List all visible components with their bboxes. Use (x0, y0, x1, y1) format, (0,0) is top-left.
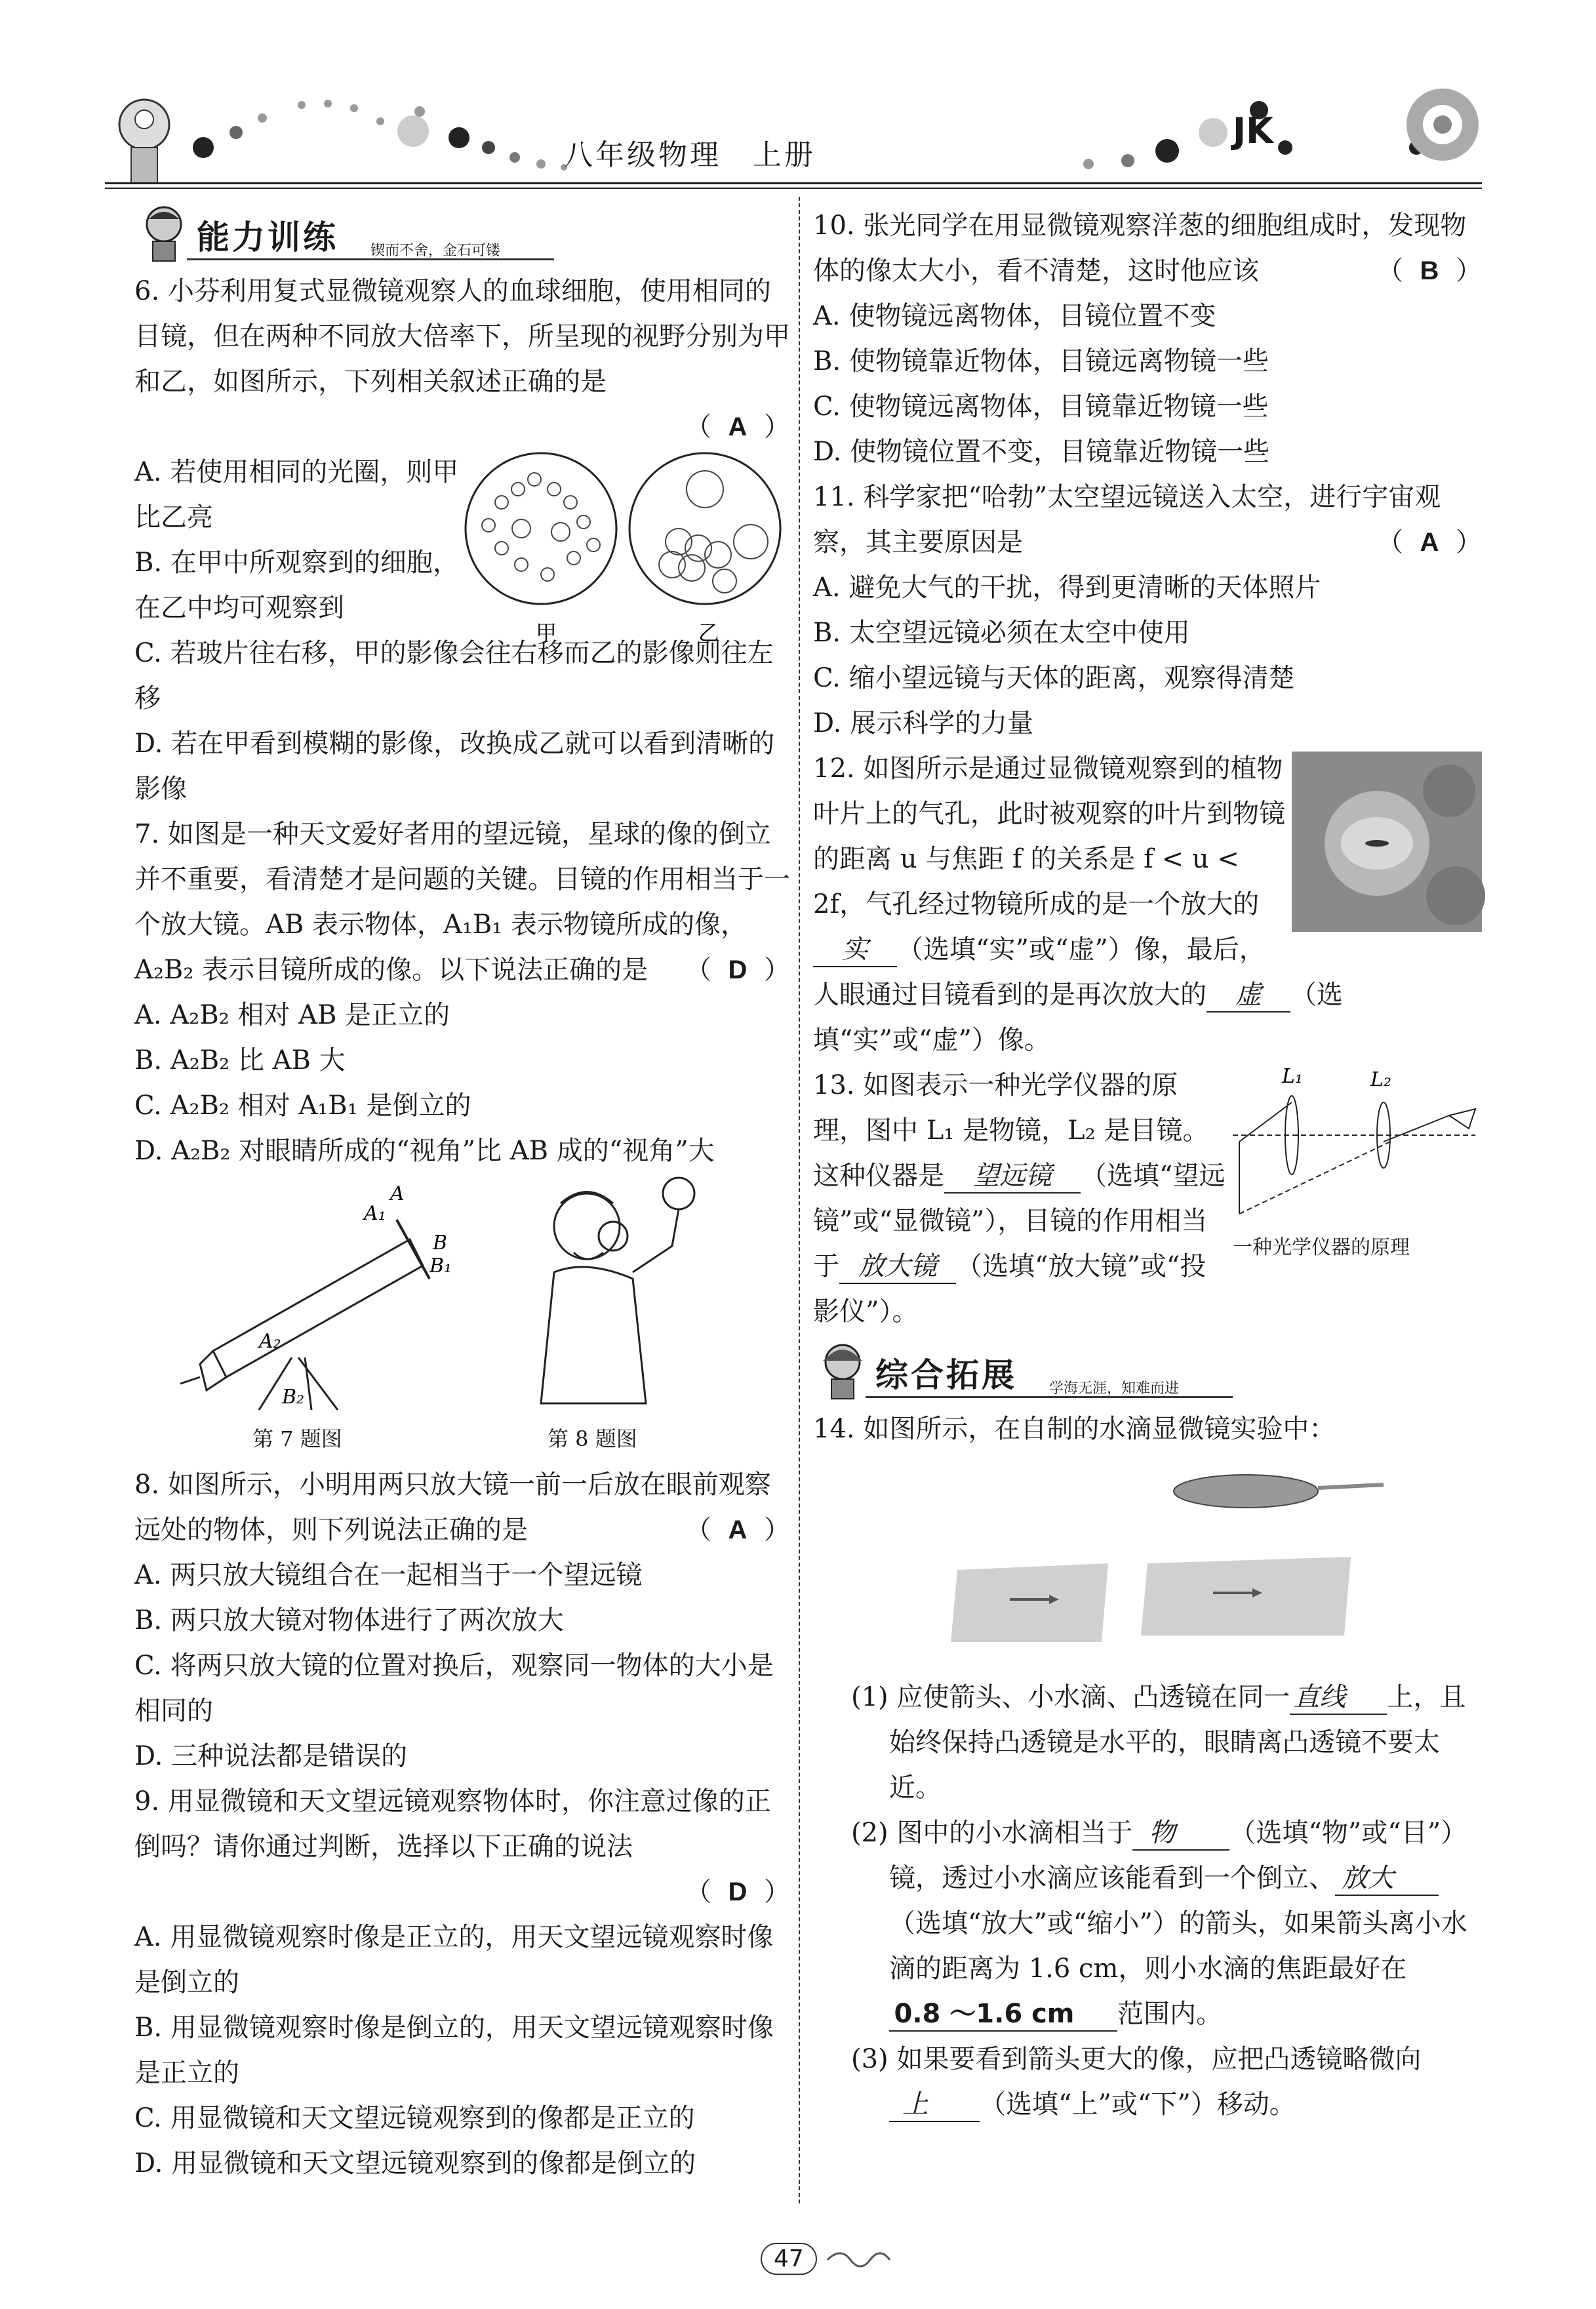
q7-stem: 7. 如图是一种天文爱好者用的望远镜，星球的像的倒立并不重要，看清楚才是问题的关键。目镜的作用相当于一个放大镜。AB 表示物体，A₁B₁ 表示物镜所成的像，A₂B₂ 表示目镜所成的像。以下说法正确的是 (134, 819, 790, 985)
section-subtitle: 学海无涯，知难而进 (1049, 1380, 1180, 1397)
q6-answer: A (728, 412, 748, 441)
q6-option-b: B. 在甲中所观察到的细胞，在乙中均可观察到 (134, 548, 459, 623)
header-edition: JK (1233, 110, 1273, 151)
section-rule (866, 1396, 1233, 1398)
q9-option-d: D. 用显微镜和天文望远镜观察到的像都是倒立的 (134, 2148, 696, 2178)
q12-stem-a: 12. 如图所示是通过显微镜观察到的植物叶片上的气孔，此时被观察的叶片到物镜的距离 u 与焦距 f 的关系是 f < u < 2f，气孔经过物镜所成的是一个放大的 (813, 753, 1285, 919)
q8-caption: 第 8 题图 (548, 1426, 637, 1451)
q14-part-2 (813, 1811, 1482, 2037)
q8-answer-line: （ A ） (134, 1508, 790, 1553)
section-subtitle: 锲而不舍，金石可镂 (370, 243, 501, 259)
q11-option-b: B. 太空望远镜必须在太空中使用 (813, 618, 1190, 648)
q14-p3-a: (3) 如果要看到箭头更大的像，应把凸透镜略微向 (851, 2044, 1422, 2074)
q7-option-c: C. A₂B₂ 相对 A₁B₁ 是倒立的 (134, 1091, 471, 1121)
q11-option-c: C. 缩小望远镜与天体的距离，观察得清楚 (813, 663, 1295, 693)
water-drop-microscope-figure (931, 1465, 1390, 1662)
q14-p3-b: （选填“上”或“下”）移动。 (980, 2089, 1296, 2119)
q13-label-l1: L₁ (1282, 1065, 1303, 1088)
boy-mascot-icon (134, 203, 193, 266)
boy-magnifier-figure (515, 1174, 725, 1410)
q9-answer-line: （ D ） (134, 1870, 790, 1915)
q14-blank-2: 物 (1132, 1817, 1229, 1851)
telescope-figure (174, 1180, 452, 1410)
q10-option-a: A. 使物镜远离物体，目镜位置不变 (813, 301, 1216, 331)
q7-caption: 第 7 题图 (252, 1426, 342, 1451)
fig7-label-b: B (433, 1232, 448, 1255)
q6-option-c: C. 若玻片往右移，甲的影像会往右移而乙的影像则往左移 (134, 638, 774, 713)
optical-instrument-diagram (1233, 1063, 1482, 1220)
q7-answer: D (728, 955, 748, 984)
q10-option-b: B. 使物镜靠近物体，目镜远离物镜一些 (813, 346, 1269, 376)
q7-q8-figures (134, 1174, 790, 1462)
q14-blank-5: 上 (889, 2088, 980, 2122)
q12-stem-c: （选填“实”或“虚”）像。 (813, 980, 1343, 1055)
q13-block (813, 1063, 1482, 1335)
q12-blank-1: 实 (813, 933, 897, 967)
q13-stem-c: （选填“放大镜”或“投影仪”）。 (813, 1251, 1207, 1327)
q6-answer-line: （ A ） (134, 405, 790, 450)
left-column (134, 203, 790, 2186)
q8-answer: A (728, 1516, 748, 1544)
q6-fig-label-yi: 乙 (698, 620, 720, 645)
q11-option-d: D. 展示科学的力量 (813, 708, 1034, 738)
q14-p2-d: 范围内。 (1117, 1999, 1222, 2029)
q8-option-d: D. 三种说法都是错误的 (134, 1741, 408, 1771)
swirl-ornament-icon (824, 2247, 903, 2273)
q6-options (134, 450, 774, 721)
header-rule (105, 182, 1482, 189)
page-number (761, 2243, 903, 2275)
q11-answer: A (1420, 528, 1439, 557)
q11-stem: 11. 科学家把“哈勃”太空望远镜送入太空，进行宇宙观察，其主要原因是 (813, 482, 1441, 557)
section-rule (187, 258, 554, 260)
fig7-label-a1: A₁ (364, 1202, 386, 1225)
q8-stem: 8. 如图所示，小明用两只放大镜一前一后放在眼前观察远处的物体，则下列说法正确的是 (134, 1470, 771, 1545)
column-divider (799, 197, 800, 2203)
q12-stem-b: （选填“实”或“虚”）像，最后，人眼通过目镜看到的是再次放大的 (813, 934, 1266, 1010)
q8-option-c: C. 将两只放大镜的位置对换后，观察同一物体的大小是相同的 (134, 1651, 774, 1726)
q14-part-1 (813, 1675, 1482, 1811)
q6-block (134, 450, 790, 721)
q9-option-c: C. 用显微镜和天文望远镜观察到的像都是正立的 (134, 2103, 695, 2133)
section-title: 综合拓展 (875, 1356, 1017, 1394)
q14-p2-a: (2) 图中的小水滴相当于 (851, 1818, 1133, 1848)
q7-option-d: D. A₂B₂ 对眼睛所成的“视角”比 AB 成的“视角”大 (134, 1136, 715, 1166)
q14-p2-b: （选填“物”或“目”）镜，透过小水滴应该能看到一个倒立、 (889, 1818, 1467, 1893)
q14-blank-3: 放大 (1335, 1862, 1439, 1896)
mascot-icon (813, 1341, 872, 1403)
q9-option-b: B. 用显微镜观察时像是倒立的，用天文望远镜观察时像是正立的 (134, 2013, 774, 2088)
q7-option-b: B. A₂B₂ 比 AB 大 (134, 1045, 346, 1075)
section-ability (134, 203, 790, 269)
fig7-label-a: A (390, 1182, 405, 1205)
page-number-text: 47 (761, 2243, 817, 2275)
q6-fig-label-jia: 甲 (536, 620, 557, 645)
header-title: 八年级物理 上册 (564, 138, 816, 172)
q14-stem: 14. 如图所示，在自制的水滴显微镜实验中： (813, 1414, 1336, 1444)
q9-stem: 9. 用显微镜和天文望远镜观察物体时，你注意过像的正倒吗？请你通过判断，选择以下正确的说法 (134, 1786, 771, 1862)
q6-option-d: D. 若在甲看到模糊的影像，改换成乙就可以看到清晰的影像 (134, 729, 775, 804)
q10-stem: 10. 张光同学在用显微镜观察洋葱的细胞组成时，发现物体的像太大小，看不清楚，这时他应该 (813, 211, 1467, 286)
q7-option-a: A. A₂B₂ 相对 AB 是正立的 (134, 1000, 450, 1030)
q13-figure (1233, 1063, 1482, 1261)
stoma-photo (1292, 752, 1482, 932)
q13-label-l2: L₂ (1370, 1068, 1391, 1091)
q8-option-b: B. 两只放大镜对物体进行了两次放大 (134, 1605, 564, 1636)
q13-blank-1: 望远镜 (944, 1159, 1081, 1194)
q9-option-a: A. 用显微镜观察时像是正立的，用天文望远镜观察时像是倒立的 (134, 1922, 774, 1998)
q6-figure (462, 450, 790, 647)
section-title: 能力训练 (197, 218, 338, 256)
q14-blank-4: 0.8 ～1.6 cm (889, 1998, 1117, 2032)
q7-answer-line: （ D ） (134, 948, 790, 993)
q6-option-a: A. 若使用相同的光圈，则甲比乙亮 (134, 457, 459, 532)
q9-answer: D (728, 1877, 748, 1906)
q14-blank-1: 直线 (1290, 1681, 1387, 1715)
q11-answer-line: （ A ） (813, 520, 1482, 565)
q13-stem-b: （选填“望远镜”或“显微镜”），目镜的作用相当于 (813, 1161, 1226, 1281)
right-column (813, 203, 1482, 2127)
q12-blank-2: 虚 (1207, 978, 1290, 1013)
q13-blank-2: 放大镜 (839, 1250, 956, 1284)
fig7-label-a2: A₂ (259, 1330, 281, 1353)
q14-p1-b: 上，且始终保持凸透镜是水平的，眼睛离凸透镜不要太近。 (889, 1682, 1466, 1803)
q10-answer-line: （ B ） (813, 249, 1482, 294)
q11-option-a: A. 避免大气的干扰，得到更清晰的天体照片 (813, 572, 1321, 603)
q13-figure-caption: 一种光学仪器的原理 (1233, 1236, 1410, 1259)
q12-block (813, 746, 1482, 1063)
q14-p1-a: (1) 应使箭头、小水滴、凸透镜在同一 (851, 1682, 1290, 1712)
q10-option-d: D. 使物镜位置不变，目镜靠近物镜一些 (813, 437, 1270, 467)
q8-option-a: A. 两只放大镜组合在一起相当于一个望远镜 (134, 1560, 643, 1590)
q13-stem-a: 13. 如图表示一种光学仪器的原理，图中 L₁ 是物镜，L₂ 是目镜。这种仪器是 (813, 1070, 1209, 1191)
q10-answer: B (1420, 256, 1439, 285)
fig7-label-b1: B₁ (429, 1255, 452, 1277)
q14-p2-c: （选填“放大”或“缩小”）的箭头，如果箭头离小水滴的距离为 1.6 cm，则小水滴的焦距最好在 (889, 1908, 1467, 1984)
q10-option-c: C. 使物镜远离物体，目镜靠近物镜一些 (813, 392, 1269, 422)
section-extend (813, 1341, 1482, 1407)
q14-part-3 (813, 2037, 1482, 2127)
fig7-label-b2: B₂ (282, 1386, 305, 1409)
q6-stem: 6. 小芬利用复式显微镜观察人的血球细胞，使用相同的目镜，但在两种不同放大倍率下，所呈现的视野分别为甲和乙，如图所示，下列相关叙述正确的是 (134, 276, 790, 397)
